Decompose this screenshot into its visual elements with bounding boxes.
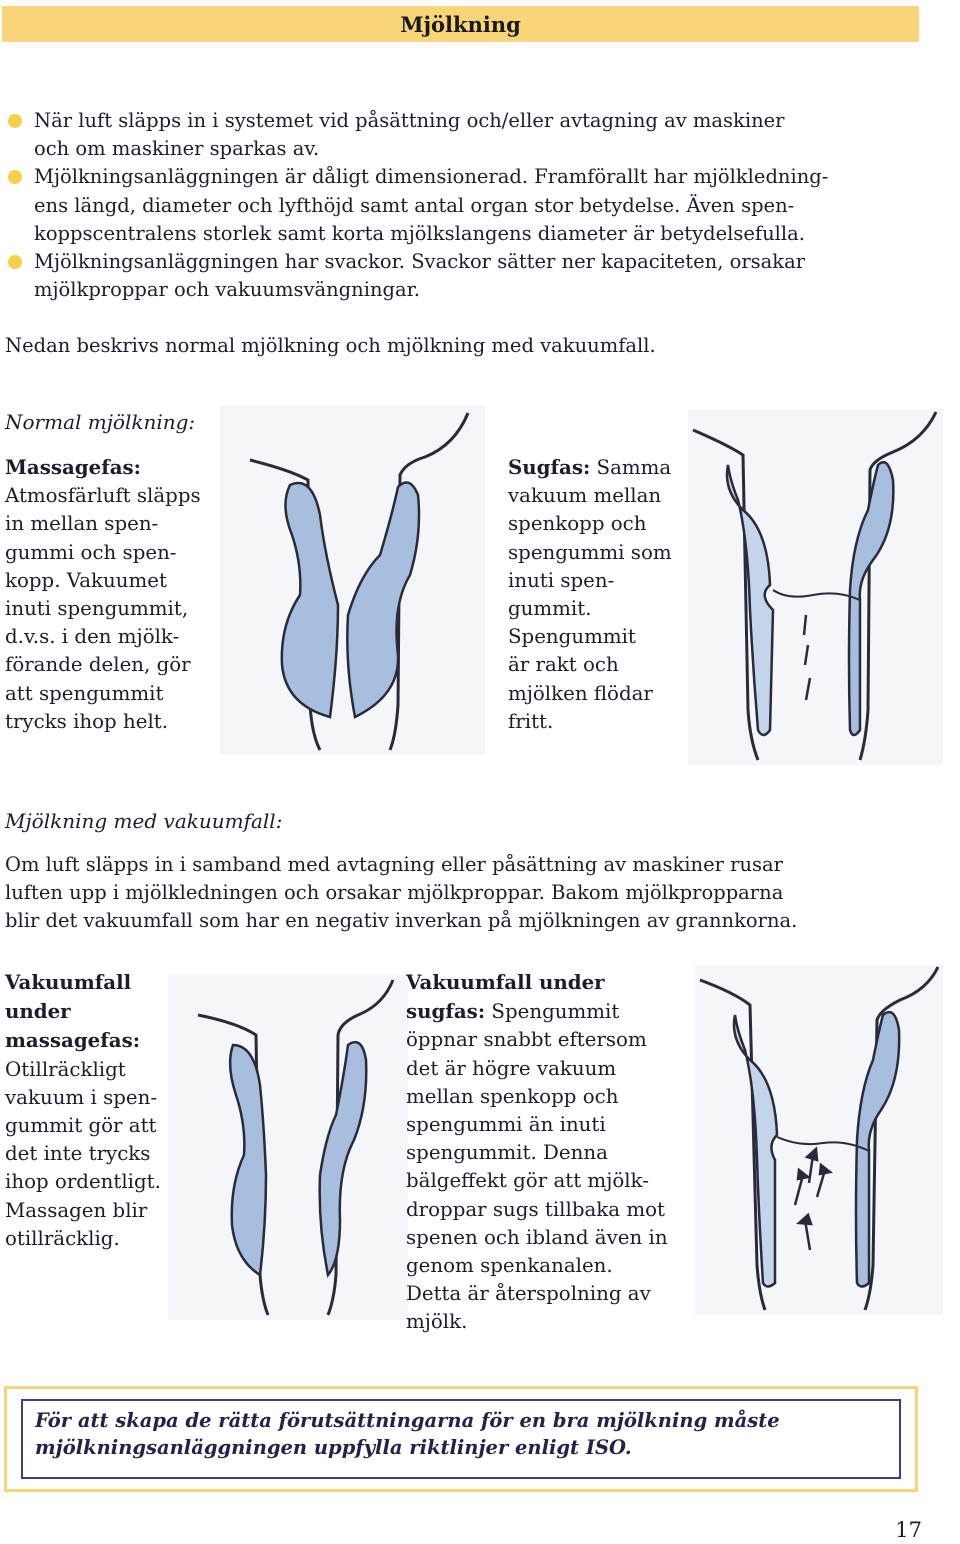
bullet-dot-icon [8, 114, 22, 128]
section-title-vacuum: Mjölkning med vakuumfall: [5, 809, 283, 833]
page-header [2, 6, 919, 42]
intro-text: Nedan beskrivs normal mjölkning och mjölkning med vakuumfall. [5, 334, 656, 357]
text-line: Atmosfärluft släpps [5, 484, 201, 508]
suction-phase-illustration [688, 410, 943, 765]
text-line: Spengummit [485, 1000, 620, 1024]
heading-line: Vakuumfall under [406, 970, 605, 994]
bullet-line: koppscentralens storlek samt korta mjölkslangens diameter är betydelsefulla. [34, 221, 805, 245]
text-line: öppnar snabbt eftersom [406, 1028, 647, 1052]
text-line: otillräcklig. [5, 1226, 120, 1250]
bullet-line: Mjölkningsanläggningen har svackor. Svackor sätter ner kapaciteten, orsakar [34, 250, 806, 274]
text-line: mjölkningsanläggningen uppfylla riktlinjer enligt ISO. [35, 1436, 632, 1459]
text-line: gummi och spen- [5, 540, 177, 564]
suction-phase-text [508, 453, 698, 736]
text-line: är rakt och [508, 653, 619, 677]
heading-line: sugfas: [406, 999, 486, 1024]
bullet-line: mjölkproppar och vakuumsvängningar. [34, 278, 421, 302]
text-line: det inte trycks [5, 1142, 151, 1166]
section-title-normal: Normal mjölkning: [5, 410, 196, 434]
text-line: För att skapa de rätta förutsättningarna för en bra mjölkning måste [35, 1409, 780, 1432]
page-title: Mjölkning [400, 12, 521, 37]
text-line: mjölken flödar [508, 681, 653, 705]
text-line: fritt. [508, 709, 554, 733]
vacuum-paragraph [5, 851, 915, 936]
vacuum-suction-illustration [695, 965, 943, 1315]
iso-note-text [35, 1407, 895, 1461]
bullet-line: och om maskiner sparkas av. [34, 137, 320, 161]
text-line: Samma [590, 456, 672, 479]
heading-line: under [5, 999, 71, 1024]
bullet-dot-icon [8, 170, 22, 184]
suction-phase-heading: Sugfas: [508, 455, 591, 479]
text-line: luften upp i mjölkledningen och orsakar mjölkproppar. Bakom mjölkpropparna [5, 881, 784, 905]
text-line: Spengummit [508, 625, 636, 649]
text-line: förande delen, gör [5, 653, 191, 677]
text-line: kopp. Vakuumet [5, 568, 167, 592]
text-line: vakuum i spen- [5, 1085, 158, 1109]
bullet-line: ens längd, diameter och lyfthöjd samt antal organ stor betydelse. Även spen- [34, 193, 795, 217]
text-line: spengummit. Denna [406, 1141, 608, 1165]
heading-line: Vakuumfall [5, 970, 132, 994]
vacuum-massage-illustration [168, 975, 408, 1320]
text-line: mjölk. [406, 1310, 468, 1334]
bullet-item [8, 107, 908, 163]
bullet-line: När luft släpps in i systemet vid påsättning och/eller avtagning av maskiner [34, 109, 785, 132]
text-line: att spengummit [5, 681, 164, 705]
vacuum-suction-text [406, 968, 706, 1337]
bullet-list [8, 107, 908, 304]
text-line: droppar sugs tillbaka mot [406, 1197, 665, 1221]
text-line: spengummi som [508, 540, 672, 564]
text-line: Otillräckligt [5, 1057, 126, 1081]
text-line: mellan spenkopp och [406, 1084, 619, 1108]
text-line: vakuum mellan [508, 484, 662, 508]
bullet-item [8, 163, 908, 248]
vacuum-massage-text [5, 968, 185, 1253]
heading-line: massagefas: [5, 1028, 141, 1053]
text-line: spenen och ibland även in [406, 1225, 668, 1249]
page-number: 17 [895, 1518, 922, 1542]
text-line: trycks ihop helt. [5, 709, 169, 733]
text-line: Om luft släpps in i samband med avtagning eller påsättning av maskiner rusar [5, 853, 783, 876]
text-line: inuti spengummit, [5, 597, 189, 621]
text-line: gummit. [508, 597, 592, 621]
text-line: det är högre vakuum [406, 1056, 617, 1080]
text-line: ihop ordentligt. [5, 1170, 161, 1194]
text-line: Massagen blir [5, 1198, 148, 1222]
massage-phase-text [5, 453, 235, 736]
text-line: spengummi än inuti [406, 1113, 606, 1137]
text-line: genom spenkanalen. [406, 1254, 613, 1278]
bullet-dot-icon [8, 255, 22, 269]
text-line: d.v.s. i den mjölk- [5, 625, 180, 649]
text-line: gummit gör att [5, 1114, 157, 1138]
text-line: in mellan spen- [5, 512, 159, 536]
text-line: inuti spen- [508, 568, 615, 592]
text-line: spenkopp och [508, 512, 647, 536]
text-line: bälgeffekt gör att mjölk- [406, 1169, 649, 1193]
text-line: Detta är återspolning av [406, 1282, 651, 1306]
text-line: blir det vakuumfall som har en negativ inverkan på mjölkningen av grannkorna. [5, 909, 798, 933]
iso-note-box [4, 1386, 918, 1492]
bullet-line: Mjölkningsanläggningen är dåligt dimensionerad. Framförallt har mjölkledning- [34, 165, 829, 189]
massage-phase-illustration [220, 405, 485, 755]
bullet-item [8, 248, 908, 304]
massage-phase-heading: Massagefas: [5, 455, 141, 479]
